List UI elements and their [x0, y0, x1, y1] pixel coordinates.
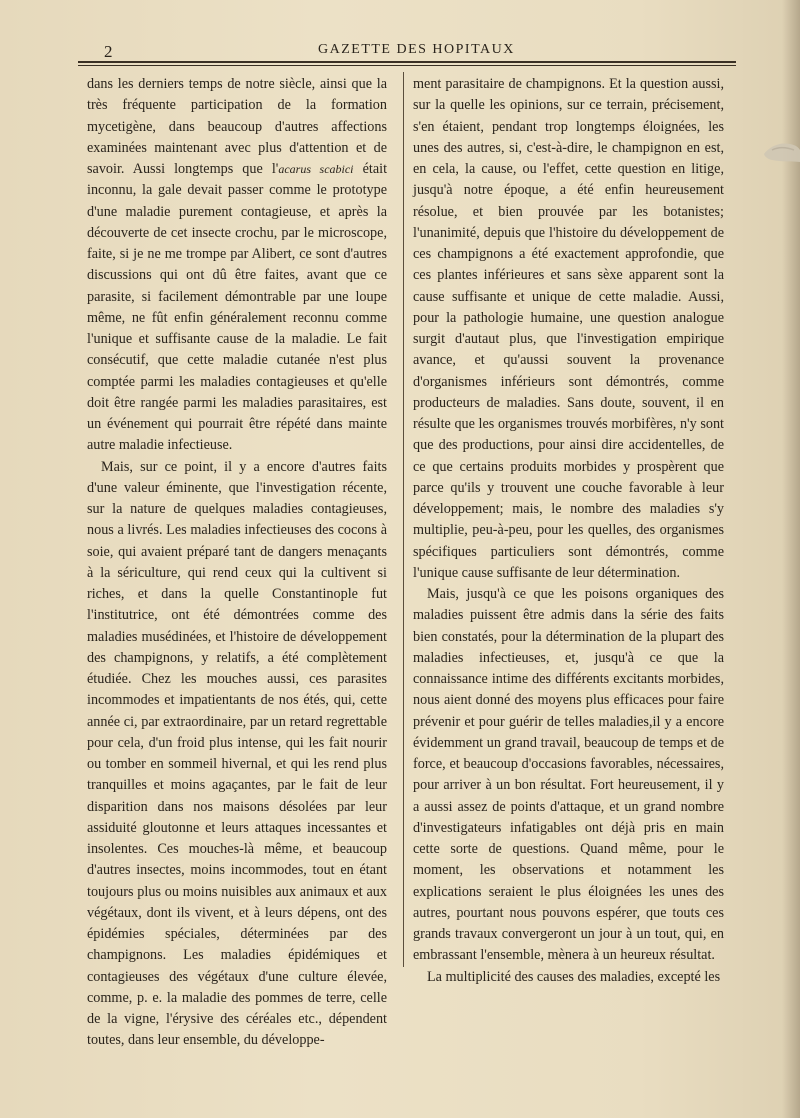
header-rule-thick	[78, 61, 736, 63]
running-title: GAZETTE DES HOPITAUX	[318, 42, 515, 57]
column-divider	[403, 72, 404, 967]
header-rule-thin	[78, 65, 736, 66]
left-paragraph-1: dans les derniers temps de notre siècle, ainsi que la très fréquente participation de la formation mycetigène, dans beaucoup d'autres affections examinées maintenant avec plus d'attention et de savoir. Aussi longtemps que l'acarus scabici était inconnu, la gale devait passer comme le prototype d'une maladie purement contagieuse, et après la découverte de cet insecte crochu, par le microscope, faite, si je ne me trompe par Alibert, ce sont d'autres discussions qui ont dû être faites, avant que ce parasite, si facilement démontrable par une loupe même, ne fût enfin généralement reconnu comme l'unique et suffisante cause de la maladie. Le fait consécutif, que cette maladie cutanée n'est plus comptée parmi les maladies contagieuses et qu'elle doit être rangée parmi les maladies parasitaires, est un événement qui pourrait être répété dans mainte autre maladie infectieuse.	[87, 76, 388, 454]
page-number: 2	[104, 42, 114, 61]
latin-term: acarus scabici	[278, 162, 354, 176]
ink-smudge-mark	[760, 128, 800, 168]
left-column	[87, 74, 387, 1052]
right-column	[413, 74, 724, 988]
left-paragraph-2: Mais, sur ce point, il y a encore d'autres faits d'une valeur éminente, que l'investigation récente, sur la nature de quelques maladies contagieuses, nous a livrés. Les maladies infectieuses des cocons à soie, qui avaient préparé tant de dangers menaçants à la sériculture, qui rend ceux qui la cultivent si riches, et dans la quelle Constantinople fut l'institutrice, ont été démontrées comme des maladies musédinées, et l'histoire de développement des champignons, y relatifs, a été complètement étudiée. Chez les mouches aussi, ces parasites incommodes et impatientants de nos étés, qui, cette année ci, par extraordinaire, par un retard regrettable pour cela, d'un froid plus intense, qui les fait nourir ou tomber en sommeil hivernal, et qui les rend plus tranquilles et moins agaçantes, par le fait de leur disparition dans nos maisons désolées par leur assiduité gloutonne et leurs attaques incessantes et insolentes. Ces mouches-là même, et beaucoup d'autres insectes, moins incommodes, tout en étant toujours plus ou moins nuisibles aux animaux et aux végétaux, dont ils vivent, et à leurs dépens, ont des épidémies spéciales, déterminées par des champignons. Les maladies épidémiques et contagieuses des végétaux d'une culture élevée, comme, p. e. la maladie des pommes de terre, celle de la vigne, l'érysive des céréales etc., dépendent toutes, dans leur ensemble, du développe-	[87, 458, 387, 1049]
right-paragraph-2: Mais, jusqu'à ce que les poisons organiques des maladies puissent être admis dans la série des faits bien constatés, pour la détermination de la plupart des maladies infectieuses, et, jusqu'à ce que la connaissance intime des différents excitants morbides, nous aient donné des moyens plus efficaces pour faire prévenir et pour guérir de telles maladies,il y a encore évidemment un grand travail, beaucoup de temps et de force, et beaucoup d'occasions favorables, nécessaires, pour arriver à un bon résultat. Fort heureusement, il y a aussi assez de points d'attaque, et un grand nombre d'investigateurs infatigables ont déjà pris en main cette sorte de questions. Quand même, pour le moment, les observations et notamment les explications seraient le plus éloignées les unes des autres, pourtant nous pouvons espérer, que touts ces grands travaux convergeront un jour à un tout, qui, en embrassant l'ensemble, mènera à un heureux résultat.	[413, 586, 724, 964]
right-paragraph-3: La multiplicité des causes des maladies, excepté les	[427, 968, 721, 985]
right-paragraph-1: ment parasitaire de champignons. Et la question aussi, sur la quelle les opinions, sur ce terrain, précisement, s'en étaient, pendant trop longtemps éloignées, les unes des autres, si, c'est-à-dire, le champignon en est, en cela, la cause, ou l'effet, cette question en litige, jusqu'à notre époque, a été enfin heureusement résolue, et bien prouvée par les botanistes; l'unanimité, depuis que l'histoire du développement de ces champignons a été exactement approfondie, que ces plantes inférieures et sans sèxe apparent sont la cause suffisante et unique de cette maladie. Aussi, pour la pathologie humaine, une question analogue surgit d'autaut plus, que l'investigation empirique avance, et qu'aussi souvent la provenance d'organismes inférieurs sont démontrés, comme producteurs de maladies. Sans doute, souvent, il en résulte que les organismes trouvés morbifères, n'y sont que des productions, pour ainsi dire accidentelles, de ce que certains produits morbides y prospèrent que parce qu'ils y trouvent une couche favorable à leur développement; mais, le nombre des maladies s'y multiplie, peu-à-peu, pour les quelles, des organismes spécifiques particuliers sont démontrés, comme l'unique cause suffisante de leur détermination.	[413, 76, 724, 581]
page-header	[78, 36, 736, 68]
